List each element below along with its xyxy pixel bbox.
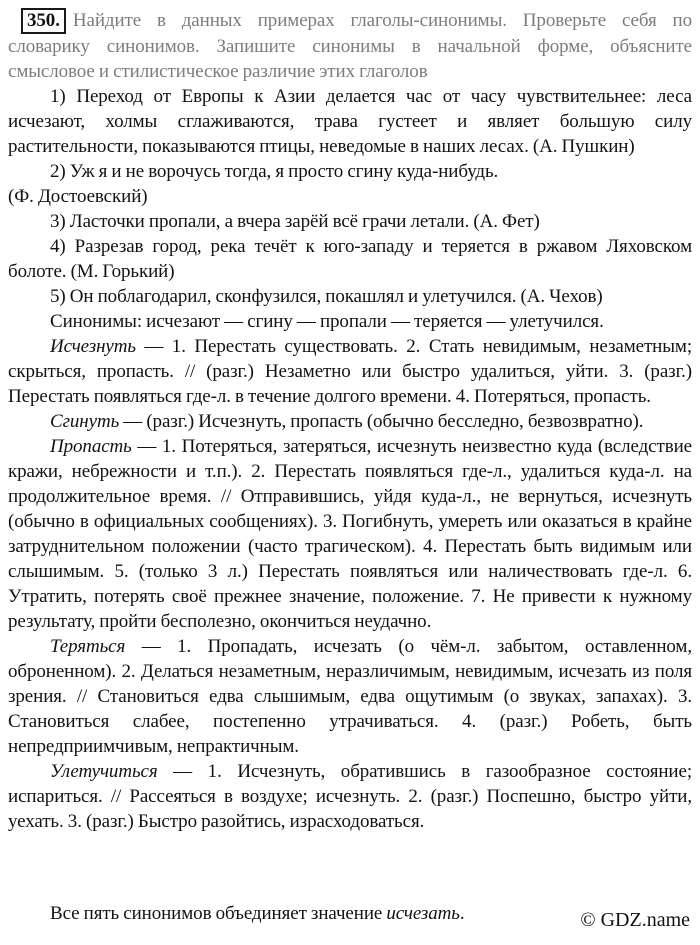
dictionary-entry-teryatsya (8, 634, 692, 759)
synonyms-line: Синонимы: исчезают — сгину — пропали — теряется — улетучился. (50, 311, 604, 332)
dictionary-entry-uletuchitsya (8, 759, 692, 834)
dictionary-headword: Сгинуть (50, 411, 120, 432)
example-4: 4) Разрезав город, река течёт к юго-западу и теряется в ржавом Ляховском болоте. (М. Горький) (8, 236, 692, 282)
dictionary-definition: — 1. Потеряться, затеряться, исчезнуть неизвестно куда (вследствие кражи, небрежности и т.п.). 2. Перестать появляться где-л., удалиться куда-л. на продолжительное время. // Отправившись, уйдя куда-л., не вернуться, исчезнуть (обычно в официальных сообщениях). 3. Погибнуть, умереть или оказаться в крайне затруднительном положении (часто трагическом). 4. Перестать быть видимым или слышимым. 5. (только 3 л.) Перестать появляться или наличествовать где-л. 6. Утратить, потерять своё прежнее значение, положение. 7. Не привести к нужному результату, пройти бесполезно, окончиться неудачно. (8, 436, 692, 632)
example-3: 3) Ласточки пропали, а вчера зарёй всё грачи летали. (А. Фет) (50, 211, 540, 232)
dictionary-entry-ischeznut (8, 334, 692, 409)
example-1: 1) Переход от Европы к Азии делается час от часу чувствительнее: леса исчезают, холмы сглаживаются, трава густеет и являет большую силу растительности, показываются птицы, неведомые в наших лесах. (А. Пушкин) (8, 86, 692, 157)
dictionary-definition: — (разг.) Исчезнуть, пропасть (обычно бесследно, безвозвратно). (123, 411, 644, 432)
exercise-instruction (8, 8, 692, 84)
dictionary-definition: — 1. Исчезнуть, обратившись в газообразное состояние; испариться. // Рассеяться в воздухе; исчезнуть. 2. (разг.) Поспешно, быстро уйти, уехать. 3. (разг.) Быстро разойтись, израсходоваться. (8, 761, 692, 832)
dictionary-headword: Пропасть (50, 436, 132, 457)
dictionary-headword: Улетучиться (50, 761, 158, 782)
dictionary-definition: — 1. Пропадать, исчезать (о чём-л. забытом, оставленном, оброненном). 2. Делаться незаметным, неразличимым, невидимым, исчезать из поля зрения. // Становиться едва слышимым, едва ощутимым (о звуках, запахах). 3. Становиться слабее, постепенно утрачиваться. 4. (разг.) Робеть, быть непредприимчивым, непрактичным. (8, 636, 692, 757)
instruction-text: Найдите в данных примерах глаголы-синонимы. Проверьте себя по словарику синонимов. Запишите синонимы в начальной форме, объясните смысловое и стилистическое различие этих глаголов (8, 10, 692, 82)
conclusion-suffix: . (459, 903, 465, 924)
dictionary-headword: Исчезнуть (50, 336, 136, 357)
example-2-text: 2) Уж я и не ворочусь тогда, я просто сгину куда-нибудь. (50, 161, 499, 182)
example-2-author: (Ф. Достоевский) (8, 186, 148, 207)
conclusion-prefix: Все пять синонимов объединяет значение (50, 903, 387, 924)
dictionary-entry-sginut (8, 409, 692, 434)
page-bottom-row (8, 901, 694, 933)
dictionary-definition: — 1. Перестать существовать. 2. Стать невидимым, незаметным; скрыться, пропасть. // (разг.) Незаметно или быстро удалиться, уйти. 3. (разг.) Перестать появляться где-л. в течение долгого времени. 4. Потеряться, пропасть. (8, 336, 693, 407)
conclusion-emphasis: исчезать (386, 903, 460, 924)
dictionary-headword: Теряться (50, 636, 126, 657)
example-2 (8, 159, 692, 209)
copyright-watermark: © GDZ.name (580, 909, 690, 931)
example-5: 5) Он поблагодарил, сконфузился, покашлял и улетучился. (А. Чехов) (50, 286, 603, 307)
dictionary-entry-propast (8, 434, 692, 634)
conclusion-line (8, 901, 580, 926)
exercise-number-badge: 350. (21, 8, 66, 34)
